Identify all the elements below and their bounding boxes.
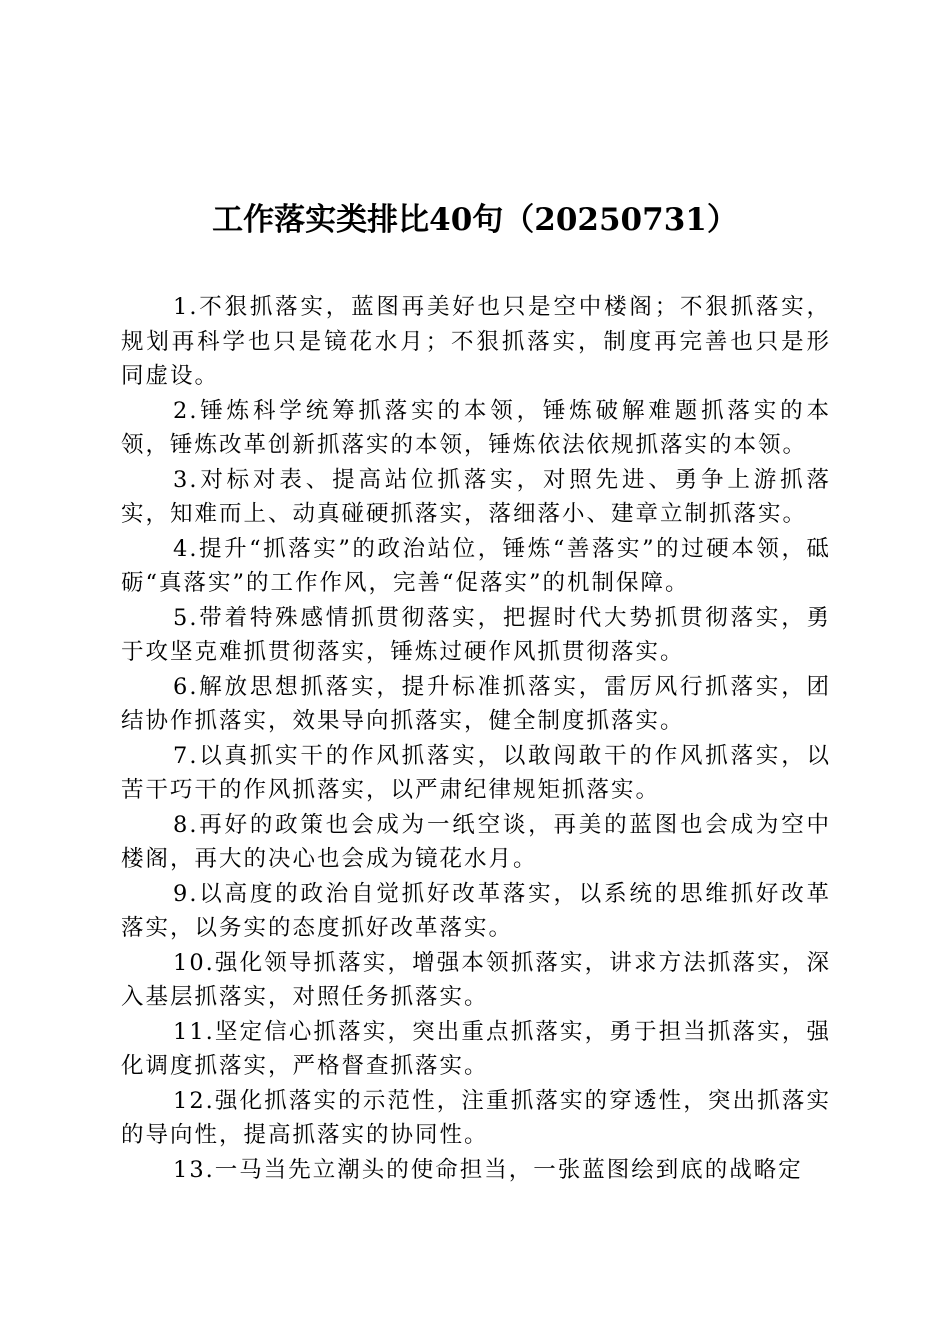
paragraph: 12.强化抓落实的示范性，注重抓落实的穿透性，突出抓落实的导向性，提高抓落实的协同性。 (121, 1087, 831, 1148)
paragraph: 9.以高度的政治自觉抓好改革落实，以系统的思维抓好改革落实，以务实的态度抓好改革落实。 (121, 880, 831, 941)
paragraph: 10.强化领导抓落实，增强本领抓落实，讲求方法抓落实，深入基层抓落实，对照任务抓落实。 (121, 949, 831, 1010)
document-title: 工作落实类排比40句（20250731） (212, 202, 738, 238)
paragraph: 2.锤炼科学统筹抓落实的本领，锤炼破解难题抓落实的本领，锤炼改革创新抓落实的本领，锤炼依法依规抓落实的本领。 (121, 397, 831, 458)
paragraph: 11.坚定信心抓落实，突出重点抓落实，勇于担当抓落实，强化调度抓落实，严格督查抓落实。 (121, 1018, 831, 1079)
paragraph: 4.提升“抓落实”的政治站位，锤炼“善落实”的过硬本领，砥砺“真落实”的工作作风，完善“促落实”的机制保障。 (121, 535, 831, 596)
document-body (121, 290, 831, 1187)
paragraph: 1.不狠抓落实，蓝图再美好也只是空中楼阁；不狠抓落实，规划再科学也只是镜花水月；不狠抓落实，制度再完善也只是形同虚设。 (121, 294, 831, 389)
paragraph: 7.以真抓实干的作风抓落实，以敢闯敢干的作风抓落实，以苦干巧干的作风抓落实，以严肃纪律规矩抓落实。 (121, 742, 831, 803)
paragraph: 13.一马当先立潮头的使命担当，一张蓝图绘到底的战略定 (173, 1156, 803, 1183)
paragraph: 3.对标对表、提高站位抓落实，对照先进、勇争上游抓落实，知难而上、动真碰硬抓落实，落细落小、建章立制抓落实。 (121, 466, 831, 527)
paragraph: 6.解放思想抓落实，提升标准抓落实，雷厉风行抓落实，团结协作抓落实，效果导向抓落实，健全制度抓落实。 (121, 673, 831, 734)
paragraph: 8.再好的政策也会成为一纸空谈，再美的蓝图也会成为空中楼阁，再大的决心也会成为镜花水月。 (121, 811, 831, 872)
paragraph: 5.带着特殊感情抓贯彻落实，把握时代大势抓贯彻落实，勇于攻坚克难抓贯彻落实，锤炼过硬作风抓贯彻落实。 (121, 604, 831, 665)
